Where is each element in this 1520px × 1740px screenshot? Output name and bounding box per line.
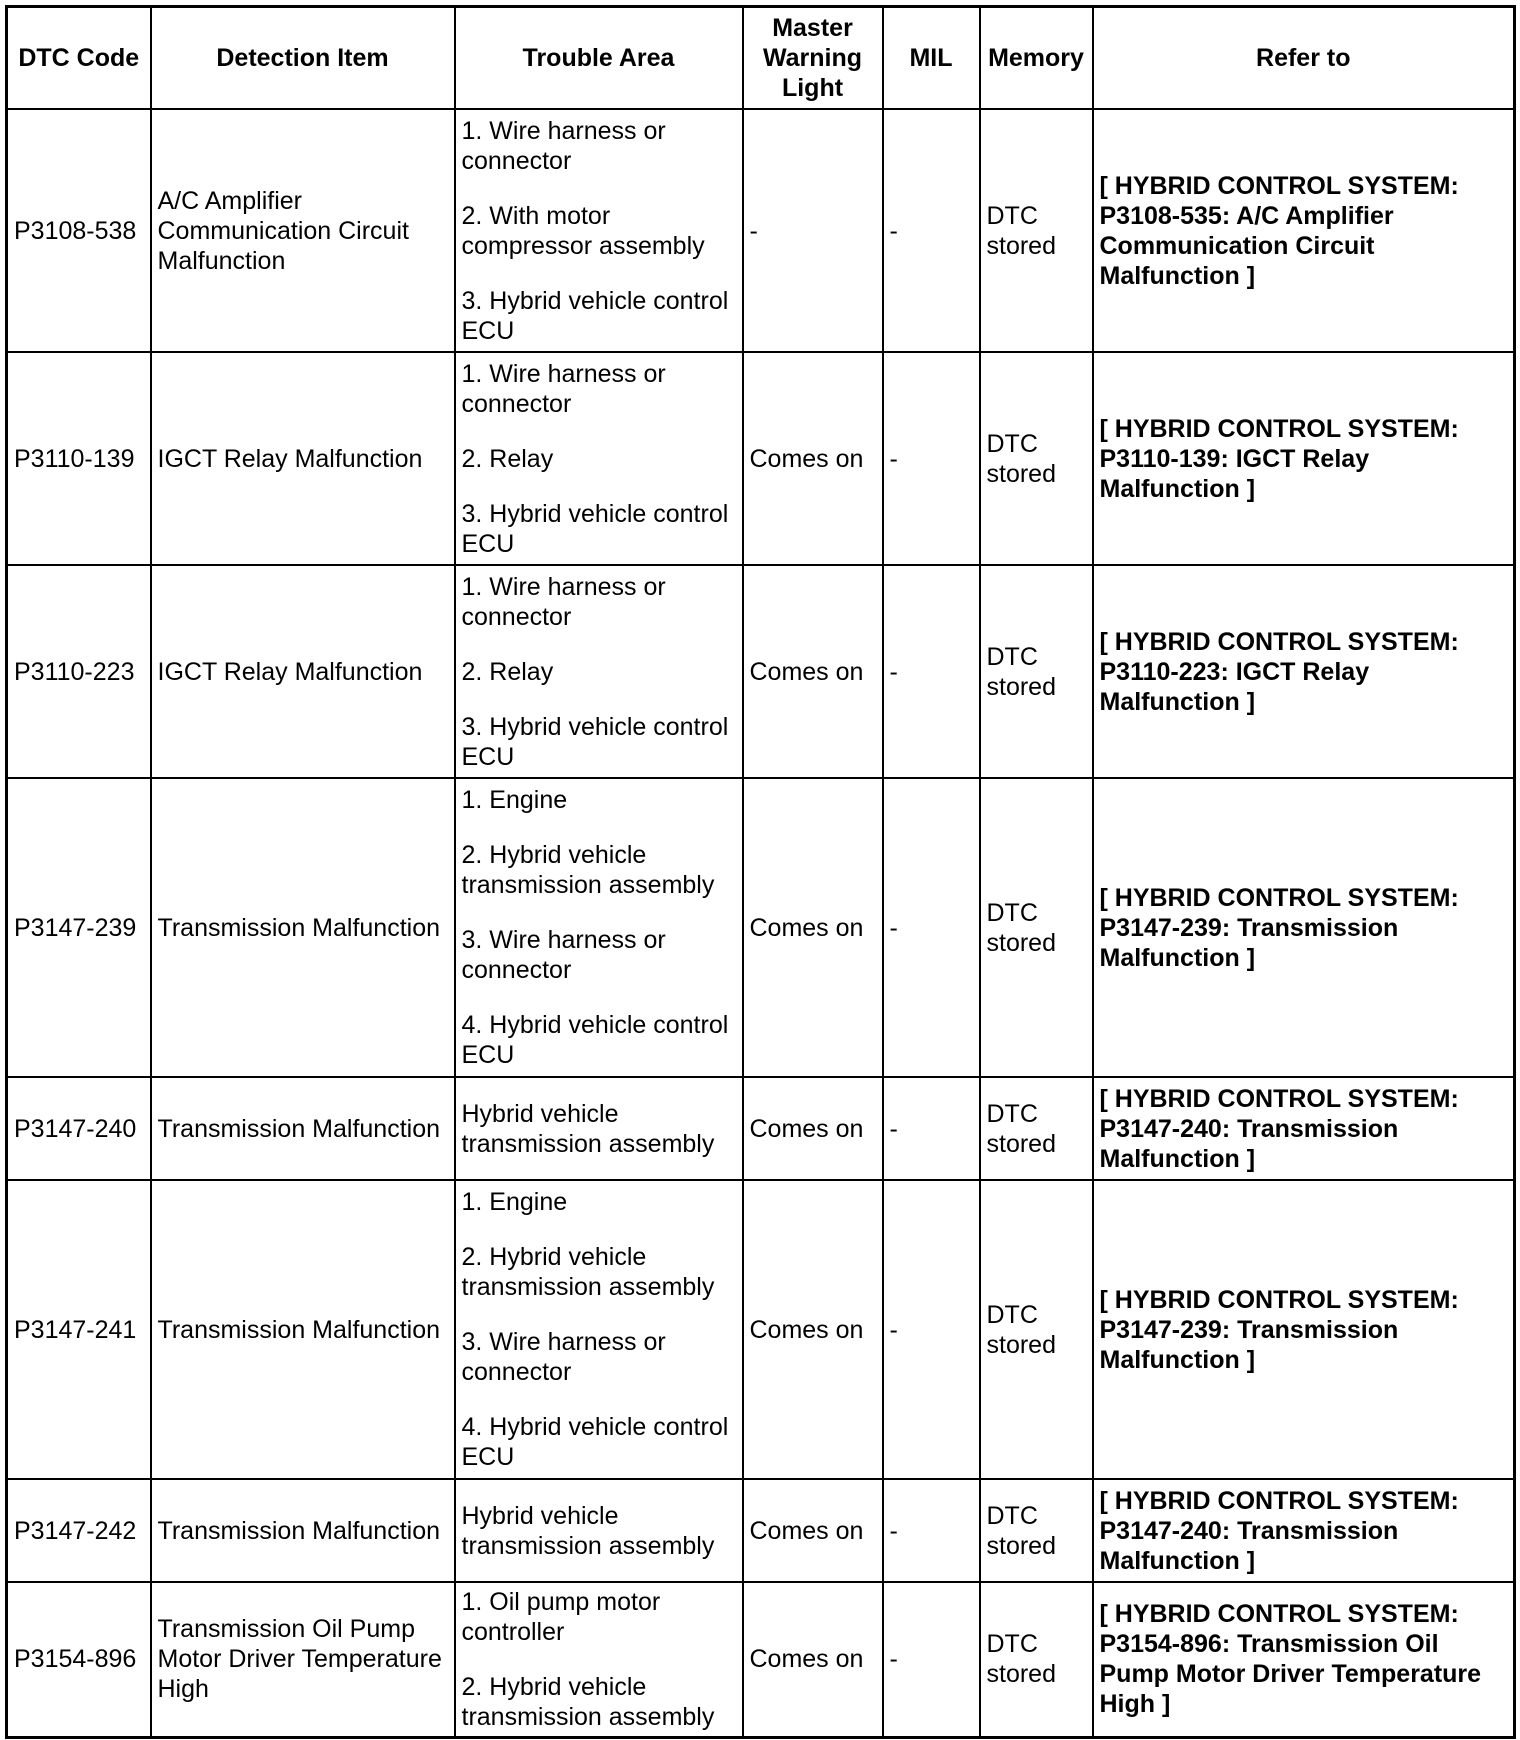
- mil-cell: -: [883, 1077, 980, 1180]
- trouble-area-cell: [455, 1180, 743, 1479]
- trouble-area-item: 2. Hybrid vehicle transmission assembly: [461, 1672, 715, 1731]
- header-detection-item: Detection Item: [151, 7, 455, 110]
- table-row: [7, 565, 1515, 778]
- detection-item-cell: Transmission Oil Pump Motor Driver Temperature High: [151, 1582, 455, 1737]
- memory-cell: DTC stored: [980, 778, 1093, 1077]
- table-row: [7, 1077, 1515, 1180]
- table-row: [7, 1479, 1515, 1582]
- trouble-area-cell: [455, 109, 743, 352]
- detection-item-cell: A/C Amplifier Communication Circuit Malfunction: [151, 109, 455, 352]
- trouble-area-cell: [455, 1077, 743, 1180]
- header-row: [7, 7, 1515, 110]
- header-memory: Memory: [980, 7, 1093, 110]
- mil-cell: -: [883, 1479, 980, 1582]
- refer-to-cell: [ HYBRID CONTROL SYSTEM: P3147-239: Transmission Malfunction ]: [1093, 1180, 1515, 1479]
- trouble-area-item: 3. Wire harness or connector: [461, 926, 666, 984]
- dtc-code-cell: P3108-538: [7, 109, 151, 352]
- mil-cell: -: [883, 109, 980, 352]
- trouble-area-cell: [455, 1479, 743, 1582]
- header-trouble-area: Trouble Area: [455, 7, 743, 110]
- dtc-table: [5, 5, 1516, 1739]
- trouble-area-cell: [455, 778, 743, 1077]
- dtc-code-cell: P3110-139: [7, 352, 151, 565]
- master-warning-light-cell: Comes on: [743, 1479, 883, 1582]
- master-warning-light-cell: Comes on: [743, 565, 883, 778]
- table-row: [7, 1582, 1515, 1737]
- detection-item-cell: Transmission Malfunction: [151, 778, 455, 1077]
- trouble-area-item: 1. Engine: [461, 1188, 568, 1216]
- trouble-area-item: Hybrid vehicle transmission assembly: [461, 1099, 715, 1158]
- trouble-area-item: 2. Relay: [461, 444, 554, 473]
- refer-to-cell: [ HYBRID CONTROL SYSTEM: P3110-223: IGCT Relay Malfunction ]: [1093, 565, 1515, 778]
- trouble-area-item: 1. Wire harness or connector: [461, 116, 666, 175]
- memory-cell: DTC stored: [980, 1180, 1093, 1479]
- dtc-code-cell: P3154-896: [7, 1582, 151, 1737]
- dtc-code-cell: P3147-241: [7, 1180, 151, 1479]
- refer-to-cell: [ HYBRID CONTROL SYSTEM: P3154-896: Transmission Oil Pump Motor Driver Temperature High ]: [1093, 1582, 1515, 1737]
- dtc-code-cell: P3147-239: [7, 778, 151, 1077]
- header-refer-to: Refer to: [1093, 7, 1515, 110]
- trouble-area-item: 3. Hybrid vehicle control ECU: [461, 712, 729, 771]
- master-warning-light-cell: -: [743, 109, 883, 352]
- trouble-area-item: 4. Hybrid vehicle control ECU: [461, 1011, 729, 1069]
- dtc-code-cell: P3110-223: [7, 565, 151, 778]
- trouble-area-item: 2. Hybrid vehicle transmission assembly: [461, 841, 715, 899]
- trouble-area-item: 2. With motor compressor assembly: [461, 201, 705, 260]
- memory-cell: DTC stored: [980, 1582, 1093, 1737]
- memory-cell: DTC stored: [980, 109, 1093, 352]
- trouble-area-cell: [455, 565, 743, 778]
- mil-cell: -: [883, 565, 980, 778]
- master-warning-light-cell: Comes on: [743, 778, 883, 1077]
- mil-cell: -: [883, 778, 980, 1077]
- refer-to-cell: [ HYBRID CONTROL SYSTEM: P3147-239: Transmission Malfunction ]: [1093, 778, 1515, 1077]
- table-row: [7, 1180, 1515, 1479]
- trouble-area-item: 2. Relay: [461, 657, 554, 686]
- refer-to-cell: [ HYBRID CONTROL SYSTEM: P3110-139: IGCT Relay Malfunction ]: [1093, 352, 1515, 565]
- trouble-area-cell: [455, 1582, 743, 1737]
- mil-cell: -: [883, 352, 980, 565]
- master-warning-light-cell: Comes on: [743, 1077, 883, 1180]
- detection-item-cell: Transmission Malfunction: [151, 1479, 455, 1582]
- dtc-code-cell: P3147-242: [7, 1479, 151, 1582]
- mil-cell: -: [883, 1180, 980, 1479]
- memory-cell: DTC stored: [980, 1077, 1093, 1180]
- refer-to-cell: [ HYBRID CONTROL SYSTEM: P3108-535: A/C Amplifier Communication Circuit Malfunction ]: [1093, 109, 1515, 352]
- table-row: [7, 352, 1515, 565]
- master-warning-light-cell: Comes on: [743, 352, 883, 565]
- memory-cell: DTC stored: [980, 565, 1093, 778]
- trouble-area-item: Hybrid vehicle transmission assembly: [461, 1501, 715, 1560]
- trouble-area-item: 1. Wire harness or connector: [461, 359, 666, 418]
- trouble-area-item: 3. Hybrid vehicle control ECU: [461, 286, 729, 345]
- header-master-warning-light: Master Warning Light: [743, 7, 883, 110]
- trouble-area-cell: [455, 352, 743, 565]
- trouble-area-item: 2. Hybrid vehicle transmission assembly: [461, 1243, 715, 1301]
- dtc-code-cell: P3147-240: [7, 1077, 151, 1180]
- table-row: [7, 778, 1515, 1077]
- header-dtc-code: DTC Code: [7, 7, 151, 110]
- trouble-area-item: 3. Wire harness or connector: [461, 1328, 666, 1386]
- master-warning-light-cell: Comes on: [743, 1180, 883, 1479]
- master-warning-light-cell: Comes on: [743, 1582, 883, 1737]
- detection-item-cell: Transmission Malfunction: [151, 1077, 455, 1180]
- detection-item-cell: IGCT Relay Malfunction: [151, 352, 455, 565]
- memory-cell: DTC stored: [980, 352, 1093, 565]
- table-row: [7, 109, 1515, 352]
- trouble-area-item: 3. Hybrid vehicle control ECU: [461, 499, 729, 558]
- trouble-area-item: 1. Oil pump motor controller: [461, 1587, 661, 1646]
- trouble-area-item: 1. Wire harness or connector: [461, 572, 666, 631]
- memory-cell: DTC stored: [980, 1479, 1093, 1582]
- detection-item-cell: Transmission Malfunction: [151, 1180, 455, 1479]
- detection-item-cell: IGCT Relay Malfunction: [151, 565, 455, 778]
- trouble-area-item: 1. Engine: [461, 786, 568, 814]
- trouble-area-item: 4. Hybrid vehicle control ECU: [461, 1413, 729, 1471]
- mil-cell: -: [883, 1582, 980, 1737]
- refer-to-cell: [ HYBRID CONTROL SYSTEM: P3147-240: Transmission Malfunction ]: [1093, 1479, 1515, 1582]
- header-mil: MIL: [883, 7, 980, 110]
- refer-to-cell: [ HYBRID CONTROL SYSTEM: P3147-240: Transmission Malfunction ]: [1093, 1077, 1515, 1180]
